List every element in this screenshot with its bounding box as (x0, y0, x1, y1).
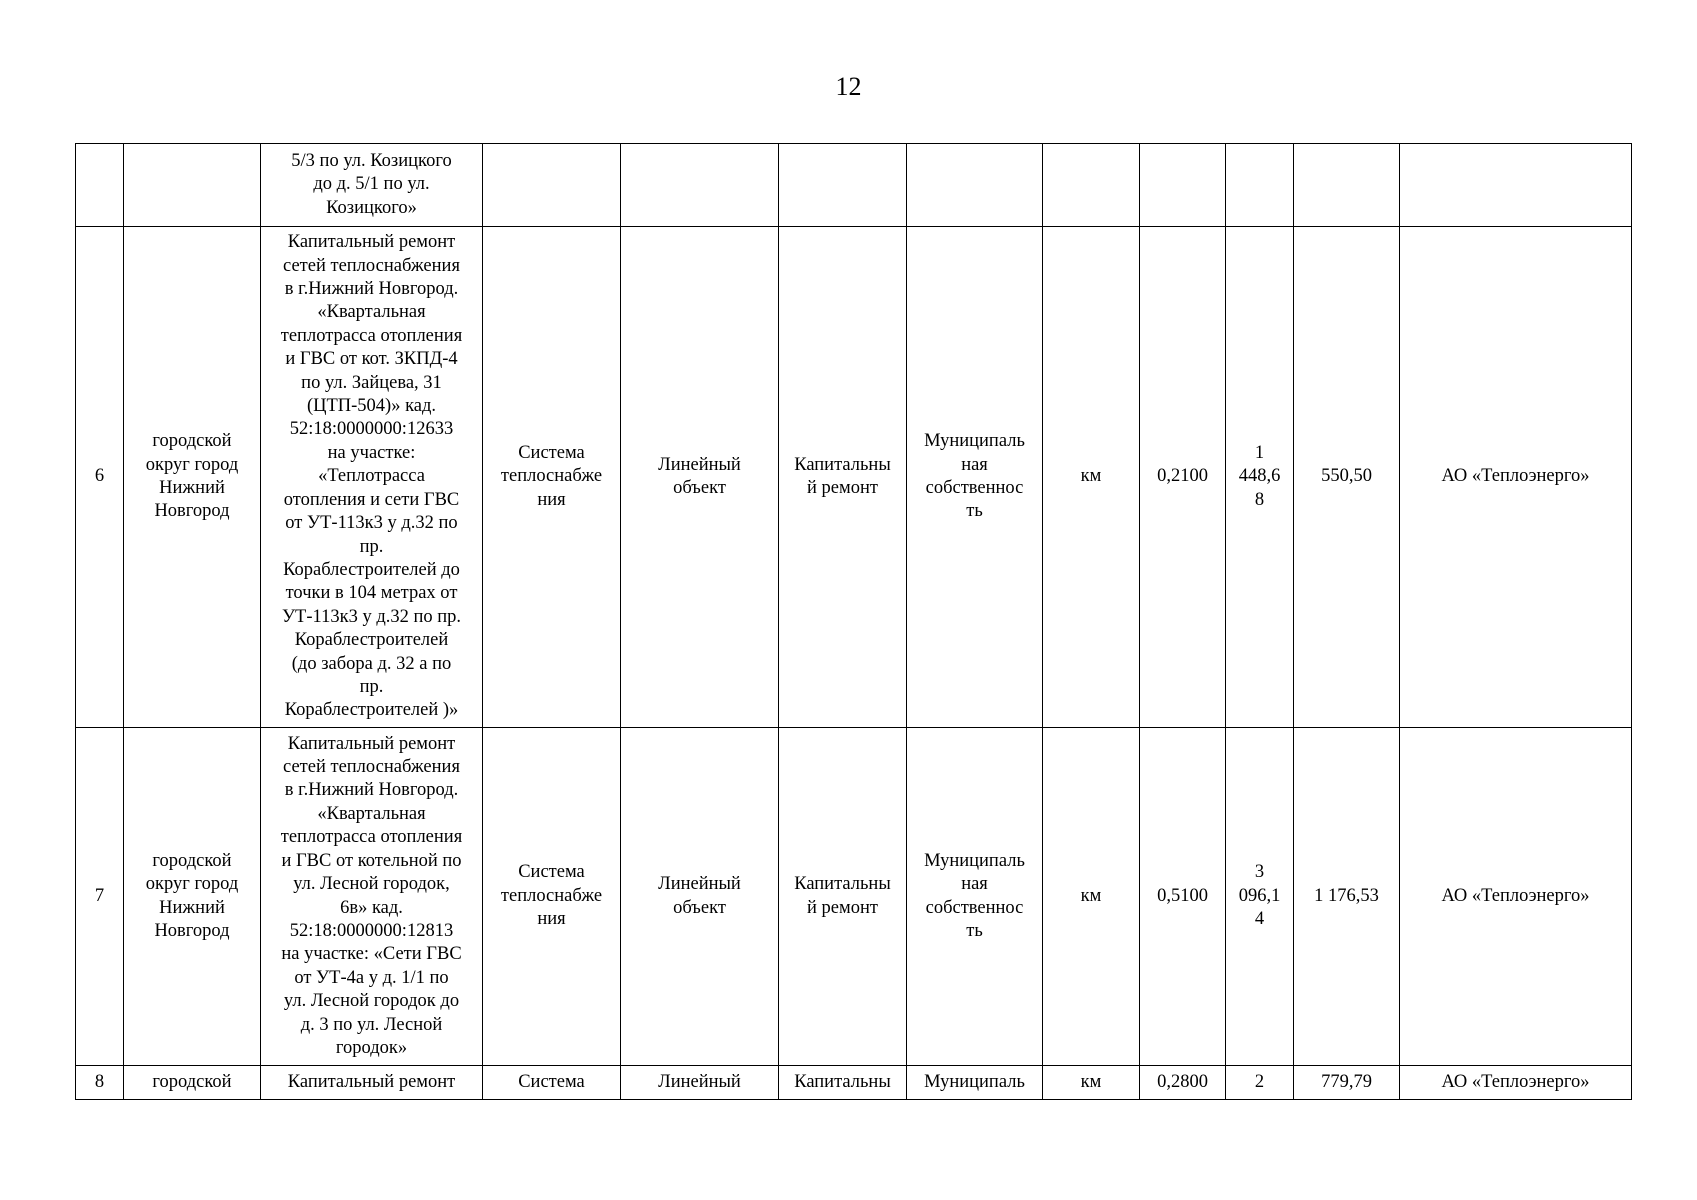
cell-text-line: 52:18:0000000:12633 (289, 419, 454, 440)
cell-object-type (621, 227, 779, 728)
cell-text-line: объект (673, 897, 726, 918)
cell-text-line: «Квартальная (317, 302, 426, 323)
cell-text-line: 5/3 по ул. Козицкого (291, 150, 452, 171)
cell-text-line: сетей теплоснабжения (283, 757, 460, 778)
cell-text-line: Капитальны (794, 454, 891, 475)
cell-text-line: Капитальный ремонт (287, 1071, 456, 1092)
cell-value (1294, 144, 1400, 227)
cell-value: 1 176,53 (1294, 728, 1400, 1066)
cell-cost (1226, 227, 1294, 728)
cell-ownership (907, 1066, 1043, 1100)
cell-text-line: в г.Нижний Новгород. (284, 279, 459, 300)
cell-text-line: Кораблестроителей (294, 630, 449, 651)
cell-territory (124, 728, 261, 1066)
cell-text-line: городской (152, 431, 232, 452)
page-number: 12 (835, 72, 862, 101)
cell-system (483, 1066, 621, 1100)
cell-text-line: отопления и сети ГВС (283, 489, 460, 510)
cell-text-line: 096,1 (1238, 885, 1281, 906)
cell-text-line: городок» (335, 1037, 408, 1058)
cell-text-line: Козицкого» (326, 197, 417, 218)
cell-text-line: теплоснабже (500, 885, 603, 906)
cell-quantity: 0,5100 (1140, 728, 1226, 1066)
cell-description (261, 144, 483, 227)
cell-text-line: ния (537, 909, 566, 930)
cell-territory (124, 144, 261, 227)
cell-text-line: 52:18:0000000:12813 (289, 920, 454, 941)
cell-text-line: Кораблестроителей до (283, 559, 460, 580)
cell-description (261, 728, 483, 1066)
cell-text-line: 4 (1254, 909, 1265, 930)
cell-work-type (779, 1066, 907, 1100)
cell-text-line: сетей теплоснабжения (283, 255, 460, 276)
cell-text-line: ть (966, 920, 983, 941)
cell-text-line: и ГВС от котельной по (281, 850, 462, 871)
cell-territory (124, 1066, 261, 1100)
cell-work-type (779, 144, 907, 227)
cell-text-line: Кораблестроителей )» (284, 700, 459, 721)
cell-text-line: Муниципаль (924, 850, 1025, 871)
cell-text-line: «Квартальная (317, 803, 426, 824)
cell-unit (1043, 144, 1140, 227)
cell-number (76, 144, 124, 227)
cell-text-line: собственнос (925, 897, 1024, 918)
cell-text-line: ул. Лесной городок до (283, 991, 460, 1012)
cell-text-line: округ город (145, 454, 239, 475)
cell-ownership (907, 728, 1043, 1066)
cell-cost (1226, 1066, 1294, 1100)
cell-text-line: собственнос (925, 478, 1024, 498)
cell-text-line: по ул. Зайцева, 31 (301, 372, 442, 393)
cell-text-line: Нижний (159, 897, 225, 918)
cell-text-line: на участке: (327, 442, 416, 463)
table-row (76, 227, 1632, 728)
cell-text-line: 3 (1254, 862, 1265, 883)
cell-ownership (907, 144, 1043, 227)
table-row (76, 728, 1632, 1066)
cell-text-line: Новгород (154, 501, 230, 522)
cell-text-line: теплотрасса отопления (280, 325, 463, 346)
cell-unit: км (1043, 227, 1140, 728)
cell-text-line: д. 3 по ул. Лесной (300, 1014, 443, 1035)
cell-quantity: 0,2800 (1140, 1066, 1226, 1100)
table-row (76, 1066, 1632, 1100)
data-table (75, 143, 1632, 1100)
cell-ownership (907, 227, 1043, 728)
cell-work-type (779, 227, 907, 728)
cell-text-line: Система (518, 862, 585, 883)
cell-operator: АО «Теплоэнерго» (1400, 1066, 1632, 1100)
cell-territory (124, 227, 261, 728)
cell-text-line: Муниципаль (924, 431, 1025, 452)
cell-unit: км (1043, 1066, 1140, 1100)
table-body (76, 144, 1632, 1100)
cell-quantity: 0,2100 (1140, 227, 1226, 728)
cell-system (483, 227, 621, 728)
cell-object-type (621, 1066, 779, 1100)
cell-description (261, 227, 483, 728)
cell-text-line: 448,6 (1238, 466, 1281, 487)
cell-text-line: городской (152, 1071, 232, 1092)
cell-text-line: Капитальный ремонт (287, 232, 456, 253)
cell-text-line: точки в 104 метрах от (285, 583, 458, 604)
cell-value: 779,79 (1294, 1066, 1400, 1100)
cell-object-type (621, 728, 779, 1066)
cell-number: 7 (76, 728, 124, 1066)
cell-text-line: «Теплотрасса (318, 466, 425, 487)
cell-text-line: пр. (359, 536, 384, 557)
cell-text-line: 6в» кад. (340, 897, 403, 918)
cell-text-line: Капитальный ремонт (287, 733, 456, 754)
cell-text-line: й ремонт (807, 897, 878, 918)
cell-text-line: ть (966, 501, 983, 522)
cell-text-line: (до забора д. 32 а по (291, 653, 452, 674)
cell-text-line: до д. 5/1 по ул. (313, 174, 430, 195)
cell-text-line: в г.Нижний Новгород. (284, 780, 459, 801)
cell-text-line: Система (518, 1071, 585, 1092)
cell-text-line: 2 (1254, 1071, 1265, 1092)
cell-text-line: ная (961, 454, 988, 475)
cell-cost (1226, 728, 1294, 1066)
cell-text-line: Линейный (658, 1071, 741, 1092)
cell-text-line: 1 (1254, 442, 1265, 463)
cell-text-line: от УТ-4а у д. 1/1 по (294, 967, 449, 988)
table-row (76, 144, 1632, 227)
cell-operator (1400, 144, 1632, 227)
cell-text-line: й ремонт (807, 478, 878, 498)
cell-text-line: Линейный (658, 874, 741, 895)
cell-value: 550,50 (1294, 227, 1400, 728)
cell-text-line: округ город (145, 874, 239, 895)
cell-description (261, 1066, 483, 1100)
cell-text-line: УТ-113к3 у д.32 по пр. (281, 606, 462, 627)
cell-text-line: Новгород (154, 920, 230, 941)
cell-text-line: теплотрасса отопления (280, 827, 463, 848)
cell-text-line: 8 (1254, 489, 1265, 510)
cell-text-line: теплоснабже (500, 466, 603, 487)
cell-operator: АО «Теплоэнерго» (1400, 728, 1632, 1066)
cell-cost (1226, 144, 1294, 227)
cell-system (483, 728, 621, 1066)
cell-work-type (779, 728, 907, 1066)
cell-text-line: ния (537, 489, 566, 510)
cell-object-type (621, 144, 779, 227)
cell-text-line: Нижний (159, 478, 225, 498)
cell-number: 8 (76, 1066, 124, 1100)
cell-text-line: городской (152, 850, 232, 871)
cell-text-line: Линейный (658, 454, 741, 475)
cell-text-line: от УТ-113к3 у д.32 по (285, 513, 458, 534)
cell-quantity (1140, 144, 1226, 227)
cell-text-line: (ЦТП-504)» кад. (306, 396, 437, 417)
cell-text-line: и ГВС от кот. ЗКПД-4 (285, 349, 458, 370)
cell-unit: км (1043, 728, 1140, 1066)
cell-text-line: Муниципаль (924, 1071, 1025, 1092)
cell-text-line: Капитальны (794, 1071, 891, 1092)
cell-text-line: объект (673, 478, 726, 498)
cell-text-line: ная (961, 874, 988, 895)
cell-text-line: Система (518, 442, 585, 463)
cell-text-line: ул. Лесной городок, (293, 874, 450, 895)
cell-system (483, 144, 621, 227)
cell-text-line: пр. (359, 676, 384, 697)
cell-operator: АО «Теплоэнерго» (1400, 227, 1632, 728)
cell-text-line: на участке: «Сети ГВС (281, 944, 462, 965)
cell-text-line: Капитальны (794, 874, 891, 895)
cell-number: 6 (76, 227, 124, 728)
